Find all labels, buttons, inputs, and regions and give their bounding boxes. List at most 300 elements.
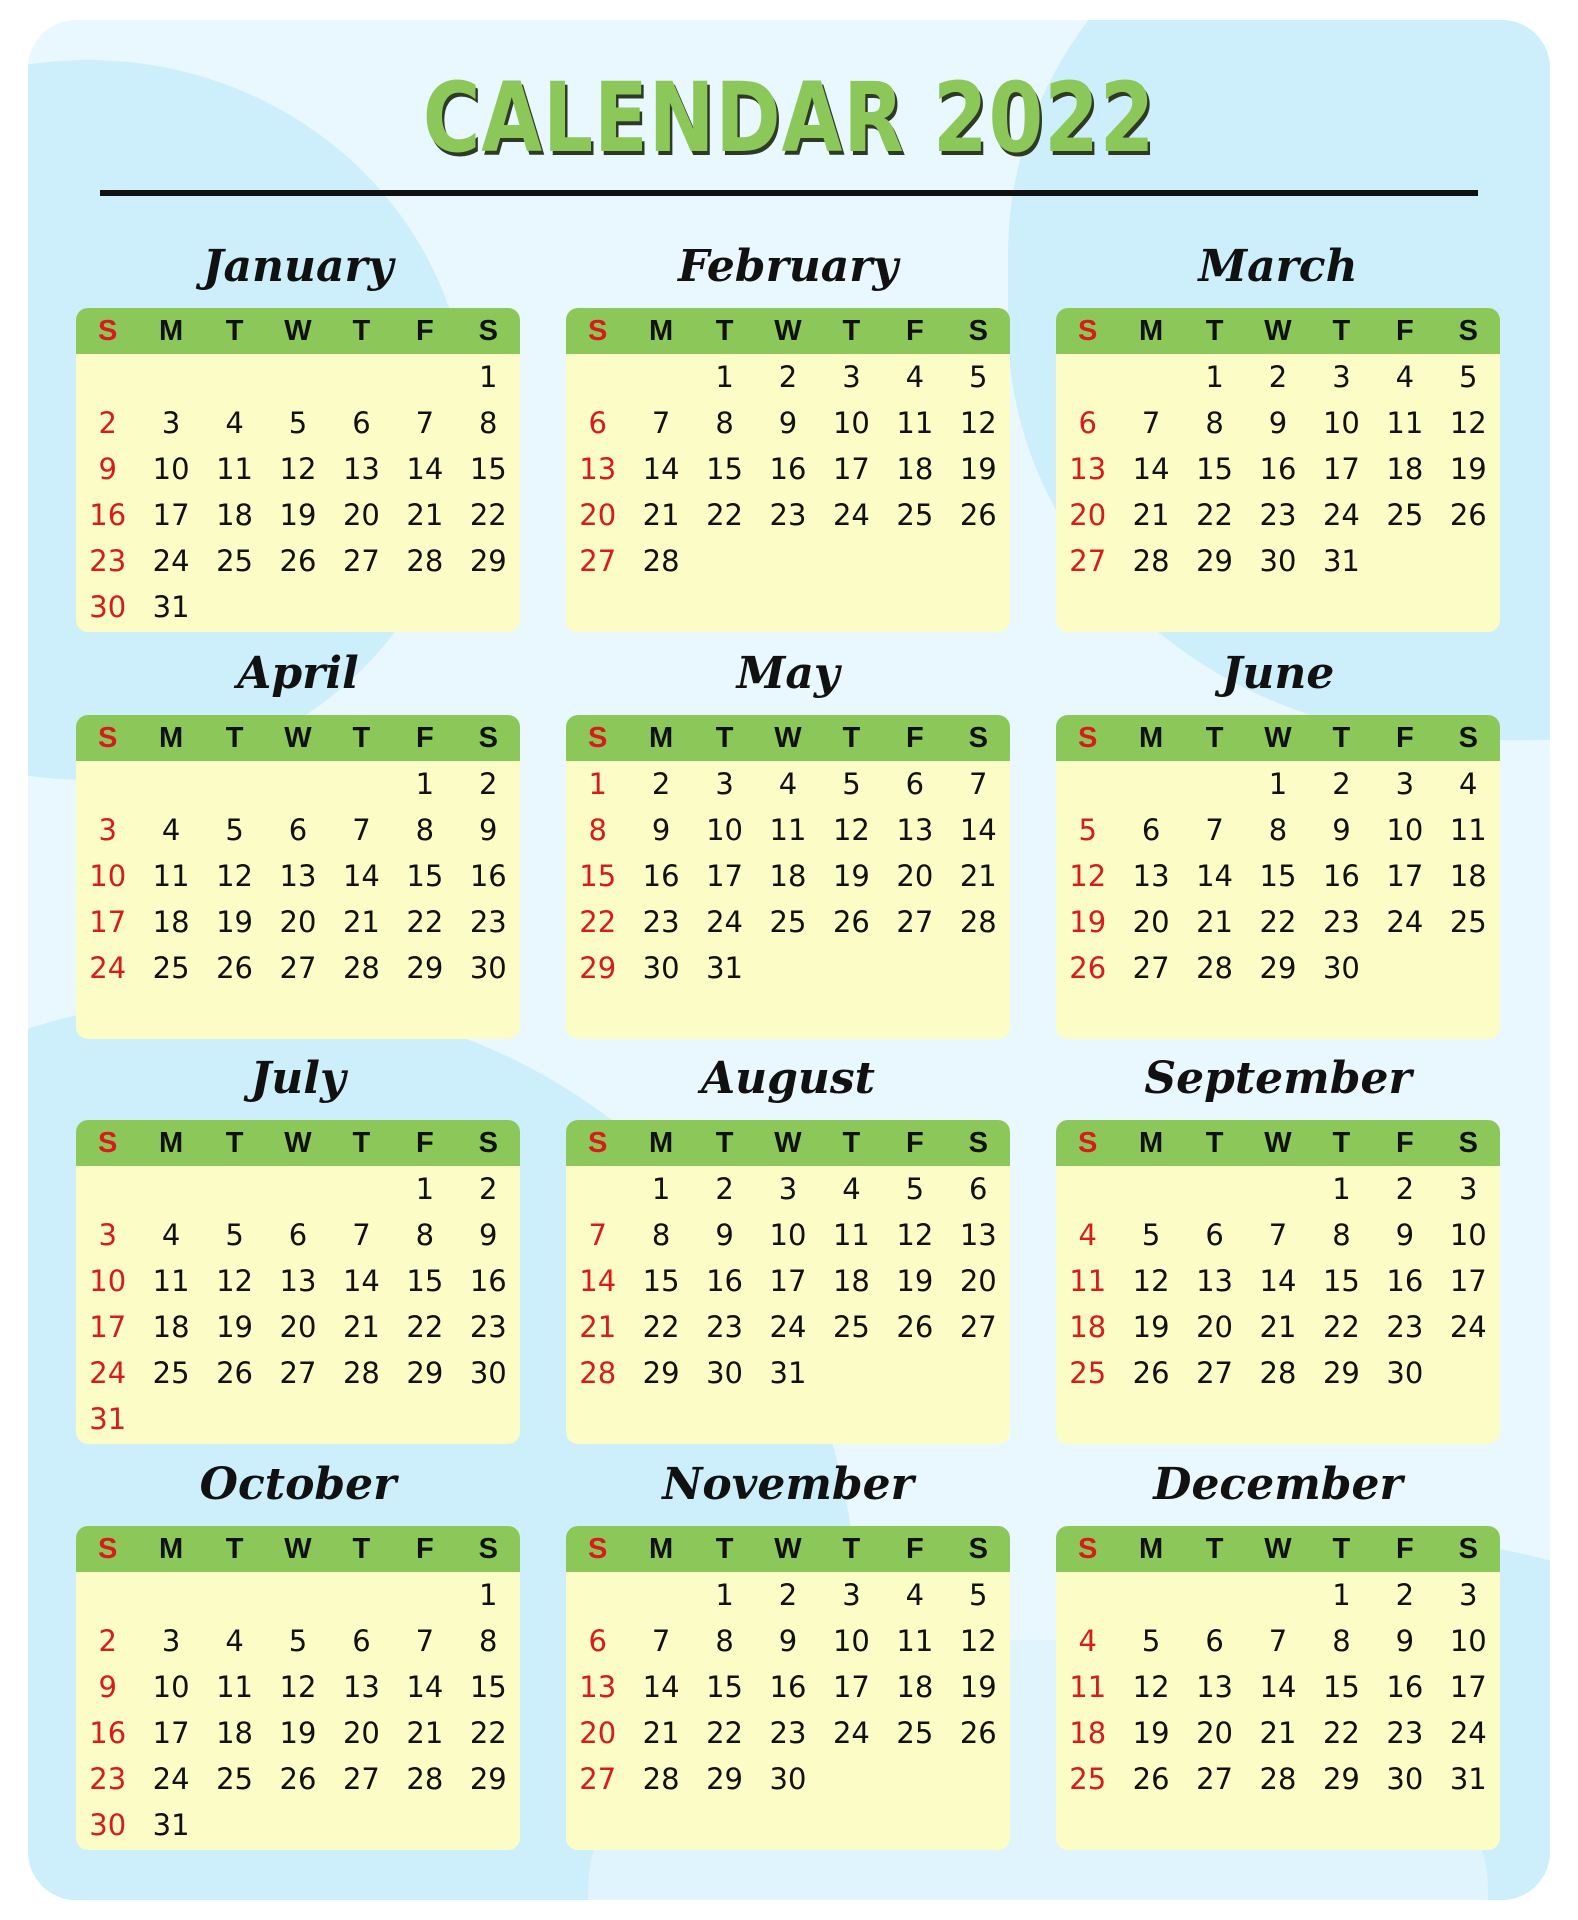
date: 19 — [1132, 1716, 1170, 1750]
weekday-label: F — [905, 1127, 924, 1159]
date: 28 — [342, 1356, 380, 1390]
date: 1 — [479, 1578, 498, 1612]
empty-cell — [76, 354, 139, 400]
day-cells — [566, 761, 1010, 991]
date: 3 — [161, 406, 181, 440]
date: 17 — [152, 1716, 190, 1750]
weekday-label: F — [415, 722, 434, 754]
date: 19 — [216, 1310, 254, 1344]
weekday-label: T — [1332, 315, 1351, 347]
weekday-header — [1056, 1526, 1500, 1572]
empty-cell — [1056, 1572, 1119, 1618]
month-december — [1056, 1456, 1500, 1834]
sunday-date: 10 — [89, 859, 127, 893]
month-name: June — [1221, 648, 1335, 699]
sunday-date: 4 — [1078, 1218, 1097, 1252]
date: 22 — [706, 498, 744, 532]
weekday-label: T — [1205, 1127, 1224, 1159]
date: 13 — [1132, 859, 1170, 893]
empty-cell — [330, 761, 393, 807]
month-april — [76, 645, 520, 1023]
day-cells — [76, 1572, 520, 1848]
date: 3 — [778, 1172, 798, 1206]
date: 18 — [896, 1670, 934, 1704]
empty-cell — [1119, 1166, 1182, 1212]
date: 23 — [642, 905, 680, 939]
sunday-date: 26 — [1069, 951, 1107, 985]
date: 29 — [1322, 1762, 1360, 1796]
date: 15 — [642, 1264, 680, 1298]
date: 27 — [342, 1762, 380, 1796]
date: 8 — [1332, 1624, 1351, 1658]
date: 1 — [1205, 360, 1224, 394]
date: 3 — [842, 1578, 861, 1612]
weekday-label: F — [1395, 315, 1414, 347]
weekday-label: S — [98, 315, 118, 347]
date: 27 — [279, 1356, 317, 1390]
date: 15 — [1259, 859, 1297, 893]
date: 6 — [352, 1624, 371, 1658]
month-grid — [1056, 1120, 1500, 1444]
month-grid — [566, 715, 1010, 1039]
date: 11 — [1386, 406, 1424, 440]
date: 28 — [642, 1762, 680, 1796]
date: 15 — [706, 1670, 744, 1704]
weekday-label: W — [284, 722, 312, 754]
date: 25 — [216, 1762, 254, 1796]
date: 10 — [1386, 813, 1424, 847]
day-cells — [566, 354, 1010, 584]
sunday-date: 14 — [579, 1264, 617, 1298]
month-grid — [566, 308, 1010, 632]
month-grid — [1056, 308, 1500, 632]
weekday-label: S — [478, 1127, 498, 1159]
empty-cell — [76, 1166, 139, 1212]
date: 3 — [1459, 1172, 1478, 1206]
empty-cell — [1119, 1572, 1182, 1618]
weekday-label: T — [842, 1127, 861, 1159]
date: 15 — [1322, 1670, 1360, 1704]
date: 8 — [415, 813, 435, 847]
sunday-date: 17 — [89, 1310, 127, 1344]
date: 16 — [1322, 859, 1360, 893]
date: 18 — [1449, 859, 1487, 893]
date: 6 — [352, 406, 371, 440]
date: 6 — [905, 767, 925, 801]
sunday-date: 17 — [89, 905, 127, 939]
date: 27 — [342, 544, 380, 578]
date: 18 — [769, 859, 807, 893]
sunday-date: 11 — [1069, 1670, 1107, 1704]
weekday-label: S — [1078, 315, 1098, 347]
date: 17 — [1449, 1670, 1487, 1704]
month-january — [76, 238, 520, 624]
sunday-date: 11 — [1069, 1264, 1107, 1298]
month-june — [1056, 645, 1500, 1023]
date: 4 — [161, 813, 181, 847]
date: 24 — [832, 498, 870, 532]
weekday-label: T — [715, 1127, 734, 1159]
weekday-label: F — [1395, 722, 1414, 754]
date: 31 — [1322, 544, 1360, 578]
date: 20 — [1196, 1716, 1234, 1750]
date: 17 — [832, 452, 870, 486]
date: 23 — [1386, 1310, 1424, 1344]
date: 28 — [1259, 1356, 1297, 1390]
date: 1 — [415, 1172, 435, 1206]
date: 23 — [706, 1310, 744, 1344]
empty-cell — [393, 1572, 456, 1618]
date: 29 — [1259, 951, 1297, 985]
date: 11 — [216, 1670, 254, 1704]
weekday-label: T — [842, 315, 861, 347]
date: 5 — [1141, 1624, 1161, 1658]
sunday-date: 6 — [1078, 406, 1097, 440]
weekday-label: T — [1332, 722, 1351, 754]
date: 5 — [842, 767, 861, 801]
empty-cell — [330, 1166, 393, 1212]
empty-cell — [139, 761, 202, 807]
empty-cell — [266, 354, 329, 400]
month-name: October — [199, 1459, 397, 1510]
empty-cell — [1119, 354, 1182, 400]
weekday-label: T — [352, 722, 371, 754]
weekday-label: S — [1458, 1127, 1478, 1159]
date: 25 — [896, 1716, 934, 1750]
sunday-date: 10 — [89, 1264, 127, 1298]
date: 18 — [152, 905, 190, 939]
date: 8 — [1332, 1218, 1351, 1252]
date: 1 — [715, 1578, 734, 1612]
sunday-date: 16 — [89, 1716, 127, 1750]
date: 2 — [715, 1172, 734, 1206]
date: 6 — [1205, 1624, 1224, 1658]
sunday-date: 20 — [1069, 498, 1107, 532]
month-grid — [1056, 1526, 1500, 1850]
empty-cell — [266, 761, 329, 807]
sunday-date: 3 — [98, 813, 117, 847]
date: 1 — [1332, 1172, 1351, 1206]
weekday-label: T — [842, 722, 861, 754]
date: 4 — [905, 360, 925, 394]
weekday-header — [76, 715, 520, 761]
date: 2 — [651, 767, 671, 801]
date: 26 — [959, 498, 997, 532]
weekday-label: M — [649, 1127, 674, 1159]
date: 22 — [1196, 498, 1234, 532]
empty-cell — [566, 1166, 629, 1212]
date: 1 — [651, 1172, 671, 1206]
month-february — [566, 238, 1010, 616]
weekday-label: M — [159, 1127, 184, 1159]
date: 19 — [832, 859, 870, 893]
month-name: September — [1144, 1053, 1412, 1104]
weekday-label: W — [1264, 1533, 1292, 1565]
date: 9 — [778, 1624, 798, 1658]
empty-cell — [1246, 1166, 1309, 1212]
weekday-header — [1056, 1120, 1500, 1166]
date: 5 — [1459, 360, 1478, 394]
date: 28 — [342, 951, 380, 985]
day-cells — [76, 761, 520, 991]
weekday-label: T — [715, 315, 734, 347]
date: 16 — [469, 859, 507, 893]
date: 20 — [342, 1716, 380, 1750]
date: 28 — [1196, 951, 1234, 985]
date: 10 — [152, 452, 190, 486]
month-grid — [1056, 715, 1500, 1039]
empty-cell — [1246, 1572, 1309, 1618]
date: 30 — [769, 1762, 807, 1796]
date: 17 — [152, 498, 190, 532]
sunday-date: 1 — [588, 767, 607, 801]
date: 19 — [279, 1716, 317, 1750]
weekday-label: M — [159, 315, 184, 347]
date: 13 — [279, 1264, 317, 1298]
sunday-date: 25 — [1069, 1356, 1107, 1390]
weekday-label: T — [1332, 1533, 1351, 1565]
date: 17 — [1322, 452, 1360, 486]
date: 24 — [832, 1716, 870, 1750]
weekday-label: F — [1395, 1127, 1414, 1159]
empty-cell — [1183, 1166, 1246, 1212]
date: 11 — [152, 859, 190, 893]
date: 21 — [342, 1310, 380, 1344]
date: 10 — [1322, 406, 1360, 440]
weekday-label: S — [1458, 1533, 1478, 1565]
date: 18 — [216, 498, 254, 532]
sunday-date: 5 — [1078, 813, 1097, 847]
empty-cell — [393, 354, 456, 400]
date: 21 — [1259, 1716, 1297, 1750]
date: 18 — [152, 1310, 190, 1344]
weekday-label: S — [1458, 315, 1478, 347]
date: 12 — [832, 813, 870, 847]
date: 29 — [706, 1762, 744, 1796]
date: 29 — [1196, 544, 1234, 578]
date: 31 — [769, 1356, 807, 1390]
sunday-date: 6 — [588, 1624, 607, 1658]
date: 27 — [279, 951, 317, 985]
date: 10 — [769, 1218, 807, 1252]
date: 24 — [1322, 498, 1360, 532]
weekday-label: W — [774, 315, 802, 347]
date: 8 — [1268, 813, 1288, 847]
date: 8 — [1205, 406, 1224, 440]
weekday-label: T — [352, 1533, 371, 1565]
weekday-header — [76, 308, 520, 354]
date: 24 — [769, 1310, 807, 1344]
weekday-label: S — [478, 722, 498, 754]
date: 4 — [161, 1218, 181, 1252]
date: 21 — [406, 1716, 444, 1750]
date: 16 — [1259, 452, 1297, 486]
weekday-label: S — [478, 1533, 498, 1565]
sunday-date: 22 — [579, 905, 617, 939]
date: 4 — [778, 767, 798, 801]
weekday-label: F — [415, 1127, 434, 1159]
empty-cell — [1183, 761, 1246, 807]
date: 29 — [1322, 1356, 1360, 1390]
empty-cell — [203, 1166, 266, 1212]
sunday-date: 13 — [579, 1670, 617, 1704]
date: 31 — [152, 590, 190, 624]
date: 7 — [651, 1624, 671, 1658]
date: 7 — [969, 767, 988, 801]
date: 12 — [216, 859, 254, 893]
date: 15 — [469, 1670, 507, 1704]
date: 29 — [406, 1356, 444, 1390]
month-grid — [566, 1120, 1010, 1444]
date: 1 — [479, 360, 498, 394]
weekday-label: T — [842, 1533, 861, 1565]
date: 19 — [959, 1670, 997, 1704]
sunday-date: 12 — [1069, 859, 1107, 893]
date: 9 — [715, 1218, 734, 1252]
date: 5 — [969, 1578, 988, 1612]
sunday-date: 20 — [579, 498, 617, 532]
date: 1 — [715, 360, 734, 394]
empty-cell — [330, 354, 393, 400]
date: 19 — [279, 498, 317, 532]
day-cells — [566, 1166, 1010, 1396]
date: 3 — [1332, 360, 1351, 394]
date: 21 — [959, 859, 997, 893]
date: 11 — [896, 406, 934, 440]
date: 25 — [152, 1356, 190, 1390]
weekday-label: S — [478, 315, 498, 347]
sunday-date: 31 — [89, 1402, 127, 1436]
empty-cell — [566, 1572, 629, 1618]
date: 17 — [1386, 859, 1424, 893]
date: 11 — [1449, 813, 1487, 847]
date: 20 — [279, 905, 317, 939]
weekday-label: S — [588, 1127, 608, 1159]
empty-cell — [266, 1166, 329, 1212]
empty-cell — [76, 761, 139, 807]
date: 9 — [479, 813, 498, 847]
date: 11 — [896, 1624, 934, 1658]
date: 26 — [1132, 1762, 1170, 1796]
month-grid — [76, 308, 520, 632]
date: 22 — [406, 1310, 444, 1344]
date: 9 — [1395, 1624, 1415, 1658]
weekday-header — [1056, 308, 1500, 354]
date: 25 — [769, 905, 807, 939]
date: 13 — [896, 813, 934, 847]
date: 22 — [1259, 905, 1297, 939]
date: 17 — [769, 1264, 807, 1298]
month-grid — [566, 1526, 1010, 1850]
date: 23 — [1322, 905, 1360, 939]
date: 3 — [1459, 1578, 1478, 1612]
weekday-label: T — [225, 315, 244, 347]
empty-cell — [203, 761, 266, 807]
date: 30 — [469, 1356, 507, 1390]
weekday-label: T — [1205, 315, 1224, 347]
date: 14 — [1196, 859, 1234, 893]
date: 21 — [642, 498, 680, 532]
weekday-label: W — [284, 315, 312, 347]
sunday-date: 23 — [89, 544, 127, 578]
weekday-label: S — [968, 722, 988, 754]
month-july — [76, 1050, 520, 1436]
weekday-label: S — [98, 1127, 118, 1159]
day-cells — [566, 1572, 1010, 1802]
date: 30 — [642, 951, 680, 985]
sunday-date: 6 — [588, 406, 607, 440]
sunday-date: 18 — [1069, 1716, 1107, 1750]
date: 23 — [1386, 1716, 1424, 1750]
weekday-label: F — [415, 315, 434, 347]
date: 13 — [1196, 1670, 1234, 1704]
date: 25 — [152, 951, 190, 985]
date: 9 — [778, 406, 798, 440]
day-cells — [1056, 354, 1500, 584]
date: 21 — [342, 905, 380, 939]
date: 5 — [905, 1172, 925, 1206]
date: 30 — [1322, 951, 1360, 985]
date: 14 — [642, 452, 680, 486]
empty-cell — [566, 354, 629, 400]
month-name: April — [237, 648, 359, 699]
month-name: March — [1198, 241, 1358, 292]
date: 5 — [288, 406, 308, 440]
sunday-date: 9 — [98, 1670, 117, 1704]
sunday-date: 27 — [579, 544, 617, 578]
empty-cell — [1056, 354, 1119, 400]
month-name: November — [662, 1459, 914, 1510]
date: 12 — [959, 406, 997, 440]
weekday-label: S — [98, 722, 118, 754]
date: 1 — [1332, 1578, 1351, 1612]
date: 26 — [959, 1716, 997, 1750]
month-name: May — [736, 648, 840, 699]
sunday-date: 28 — [579, 1356, 617, 1390]
date: 28 — [406, 544, 444, 578]
date: 25 — [832, 1310, 870, 1344]
weekday-label: T — [715, 1533, 734, 1565]
weekday-label: M — [649, 722, 674, 754]
date: 12 — [279, 1670, 317, 1704]
date: 19 — [1449, 452, 1487, 486]
date: 5 — [288, 1624, 308, 1658]
empty-cell — [266, 1572, 329, 1618]
date: 6 — [288, 813, 308, 847]
date: 8 — [651, 1218, 671, 1252]
empty-cell — [203, 1572, 266, 1618]
sunday-date: 24 — [89, 951, 127, 985]
date: 16 — [469, 1264, 507, 1298]
day-cells — [1056, 761, 1500, 991]
date: 2 — [479, 767, 498, 801]
weekday-label: F — [905, 1533, 924, 1565]
date: 23 — [469, 1310, 507, 1344]
date: 12 — [1449, 406, 1487, 440]
empty-cell — [1056, 761, 1119, 807]
sunday-date: 18 — [1069, 1310, 1107, 1344]
weekday-label: W — [284, 1533, 312, 1565]
date: 13 — [342, 1670, 380, 1704]
date: 7 — [1268, 1624, 1288, 1658]
date: 3 — [842, 360, 861, 394]
date: 21 — [642, 1716, 680, 1750]
date: 24 — [1449, 1310, 1487, 1344]
date: 30 — [469, 951, 507, 985]
month-september — [1056, 1050, 1500, 1428]
weekday-label: M — [159, 1533, 184, 1565]
date: 18 — [832, 1264, 870, 1298]
